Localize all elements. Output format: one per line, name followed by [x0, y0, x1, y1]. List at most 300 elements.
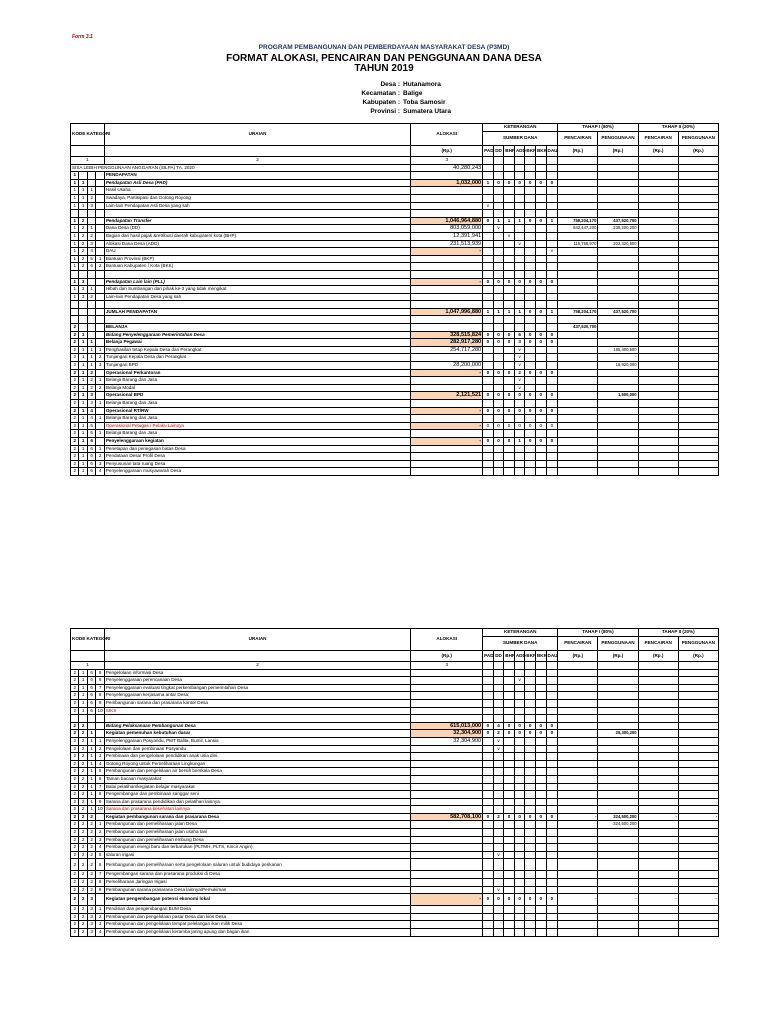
keterangan-header: KETERANGAN	[483, 124, 558, 132]
tahap-cell	[638, 821, 678, 829]
source-cell: 0	[546, 813, 558, 821]
source-cell	[493, 684, 504, 692]
kode-cell: 2	[79, 248, 87, 256]
kode-cell: 2	[79, 851, 87, 859]
pencairan-header: PENCAIRAN	[558, 636, 598, 650]
source-cell	[493, 460, 504, 468]
source-cell: 0	[535, 217, 546, 225]
tahap-cell	[598, 286, 638, 294]
source-cell	[504, 879, 515, 887]
kode-cell: 3	[87, 392, 95, 400]
column-number-1: 1	[71, 662, 105, 670]
source-cell	[514, 286, 525, 294]
source-cell	[525, 225, 536, 233]
source-cell: 0	[535, 339, 546, 347]
tahap-cell	[678, 346, 718, 354]
penggunaan-header: PENGGUNAAN	[678, 636, 718, 650]
source-cell	[514, 821, 525, 829]
penggunaan-header: PENGGUNAAN	[598, 131, 638, 145]
kode-cell: 2	[96, 745, 104, 753]
alokasi-cell	[411, 836, 483, 844]
source-cell: 0	[535, 722, 546, 730]
source-cell: 0	[535, 308, 546, 316]
source-cell	[483, 301, 494, 309]
kode-cell	[96, 407, 104, 415]
source-cell: 0	[546, 722, 558, 730]
table-cell	[638, 157, 678, 165]
alokasi-cell	[411, 210, 483, 218]
uraian-cell	[104, 316, 410, 324]
tahap-cell	[638, 745, 678, 753]
source-cell	[525, 760, 536, 768]
tahap-cell	[558, 929, 598, 937]
kode-cell: 2	[79, 894, 87, 906]
kode-cell: 1	[79, 445, 87, 453]
source-cell	[546, 753, 558, 761]
kode-cell: 6	[87, 437, 95, 445]
column-number-3: 3	[411, 157, 483, 165]
source-cell	[514, 225, 525, 233]
tahap-cell	[638, 179, 678, 187]
kode-cell: 6	[96, 859, 104, 871]
source-cell	[483, 886, 494, 894]
kode-cell: 1	[71, 286, 79, 294]
table-row	[71, 859, 719, 871]
source-cell	[483, 913, 494, 921]
tahap-cell: 25,300,200	[598, 730, 638, 738]
tahap-cell	[638, 844, 678, 852]
kode-cell: 2	[71, 921, 79, 929]
tahap1-header: TAHAP I (80%)	[558, 629, 638, 637]
source-cell	[514, 293, 525, 301]
kode-cell: 2	[71, 677, 79, 685]
kode-cell	[87, 210, 95, 218]
uraian-blank	[104, 146, 410, 157]
source-cell	[535, 400, 546, 408]
tahap-cell	[678, 400, 718, 408]
tahap-cell	[598, 871, 638, 879]
source-cell	[483, 669, 494, 677]
source-cell	[493, 400, 504, 408]
source-cell: 0	[504, 179, 515, 187]
tahap-cell	[558, 707, 598, 715]
source-cell	[483, 844, 494, 852]
tahap-cell	[678, 430, 718, 438]
source-cell	[535, 859, 546, 871]
source-cell	[483, 324, 494, 332]
source-cell	[493, 806, 504, 814]
pencairan-header: PENCAIRAN	[558, 131, 598, 145]
penggunaan-header: PENGGUNAAN	[598, 636, 638, 650]
allocation-table-1	[70, 123, 719, 476]
source-cell	[493, 346, 504, 354]
kode-cell: 1	[71, 293, 79, 301]
alokasi-cell	[411, 301, 483, 309]
source-cell	[546, 859, 558, 871]
alokasi-cell	[411, 255, 483, 263]
table-cell	[638, 662, 678, 670]
kode-cell: 2	[71, 437, 79, 445]
kode-cell: 2	[71, 760, 79, 768]
kode-cell: 6	[87, 692, 95, 700]
table-row	[71, 225, 719, 233]
source-cell: v	[493, 886, 504, 894]
tahap-cell	[598, 669, 638, 677]
source-cell	[493, 836, 504, 844]
source-cell: 0	[514, 422, 525, 430]
source-cell	[514, 836, 525, 844]
source-cell	[546, 906, 558, 914]
source-cell	[535, 316, 546, 324]
kode-cell: 2	[79, 929, 87, 937]
uraian-cell: Pembangunan dan pengelolaan air bersih berskala Desa	[104, 768, 410, 776]
source-cell	[504, 783, 515, 791]
source-cell	[525, 415, 536, 423]
alokasi-cell: -	[411, 437, 483, 445]
source-cell	[483, 187, 494, 195]
source-cell	[514, 270, 525, 278]
source-cell	[535, 798, 546, 806]
source-cell	[504, 692, 515, 700]
kode-cell	[71, 316, 79, 324]
table-row	[71, 791, 719, 799]
tahap-cell: -	[598, 894, 638, 906]
source-cell: v	[493, 851, 504, 859]
table-cell	[525, 157, 536, 165]
source-cell	[483, 400, 494, 408]
source-cell	[546, 871, 558, 879]
kode-cell: 3	[96, 921, 104, 929]
source-cell	[514, 906, 525, 914]
tahap-cell	[678, 753, 718, 761]
tahap-cell: -	[678, 813, 718, 821]
tahap-cell	[558, 172, 598, 180]
kode-cell: 6	[87, 445, 95, 453]
tahap-cell	[598, 293, 638, 301]
source-cell: 0	[546, 331, 558, 339]
table-row	[71, 730, 719, 738]
uraian-cell: Pembangunan energi baru dan terbarukan (PLTMH, PLTS, Kincir Angin)	[104, 844, 410, 852]
kode-cell: 2	[71, 753, 79, 761]
tahap-cell	[678, 768, 718, 776]
source-cell: 1	[493, 217, 504, 225]
tahap-cell	[638, 362, 678, 370]
tahap-cell	[638, 929, 678, 937]
uraian-cell: Pemeliharaan Jaringan Irigasi	[104, 879, 410, 887]
tahap-unit: (Rp.)	[638, 651, 678, 662]
kode-cell	[71, 308, 79, 316]
source-cell	[525, 384, 536, 392]
table-row	[71, 362, 719, 370]
source-cell	[525, 445, 536, 453]
alokasi-header: ALOKASI	[411, 629, 483, 651]
tahap-cell	[598, 248, 638, 256]
source-cell	[483, 775, 494, 783]
source-cell	[493, 316, 504, 324]
source-cell	[525, 270, 536, 278]
source-cell	[535, 187, 546, 195]
alokasi-cell	[411, 187, 483, 195]
kode-cell	[96, 331, 104, 339]
source-cell	[483, 783, 494, 791]
kode-cell: 1	[79, 362, 87, 370]
tahap-cell	[558, 699, 598, 707]
tahap-cell	[678, 278, 718, 286]
location-desa-value: Hutanamora	[403, 81, 441, 88]
kode-cell: 3	[87, 400, 95, 408]
uraian-cell: Pembangunan dan pemeliharaan jalan Desa	[104, 821, 410, 829]
kode-cell	[96, 293, 104, 301]
source-cell: 0	[535, 278, 546, 286]
table-row	[71, 929, 719, 937]
alokasi-cell	[411, 715, 483, 723]
kode-cell: 1	[87, 730, 95, 738]
source-cell: 0	[493, 278, 504, 286]
source-cell	[504, 240, 515, 248]
source-cell	[525, 430, 536, 438]
kode-cell: 1	[96, 737, 104, 745]
source-cell	[493, 384, 504, 392]
kode-cell: 1	[96, 445, 104, 453]
source-cell	[493, 829, 504, 837]
kode-cell	[87, 278, 95, 286]
source-cell	[535, 270, 546, 278]
uraian-cell: Sarana dan prasarana kesehatan lainnya	[104, 806, 410, 814]
alokasi-cell: 254,717,280	[411, 346, 483, 354]
tahap-cell	[678, 460, 718, 468]
source-cell	[504, 836, 515, 844]
kode-cell: 1	[96, 906, 104, 914]
tahap-cell	[558, 377, 598, 385]
table-cell	[535, 157, 546, 165]
header-row	[71, 651, 719, 662]
table-row	[71, 460, 719, 468]
source-cell	[504, 737, 515, 745]
table-cell	[558, 662, 598, 670]
source-cell	[483, 286, 494, 294]
source-cell: 0	[493, 422, 504, 430]
kode-cell: 2	[71, 783, 79, 791]
source-cell: 0	[525, 369, 536, 377]
kode-cell: 1	[96, 255, 104, 263]
alokasi-cell	[411, 871, 483, 879]
source-cell	[546, 806, 558, 814]
source-cell	[493, 699, 504, 707]
kode-cell: 2	[79, 783, 87, 791]
alokasi-cell	[411, 354, 483, 362]
kode-cell: 1	[87, 775, 95, 783]
tahap-cell	[598, 324, 638, 332]
tahap-cell	[558, 775, 598, 783]
kode-cell: 2	[71, 324, 79, 332]
kode-cell	[96, 437, 104, 445]
tahap-cell	[598, 851, 638, 859]
kode-cell	[87, 301, 95, 309]
source-cell	[493, 232, 504, 240]
source-cell	[525, 301, 536, 309]
tahap-cell	[638, 354, 678, 362]
kode-cell: 3	[87, 921, 95, 929]
source-cell	[504, 806, 515, 814]
source-cell	[514, 760, 525, 768]
table-cell	[525, 164, 536, 172]
tahap-cell	[638, 301, 678, 309]
kode-cell: 6	[96, 677, 104, 685]
kode-cell	[87, 217, 95, 225]
tahap-cell	[638, 730, 678, 738]
tahap-cell	[598, 829, 638, 837]
allocation-table-2	[70, 628, 719, 937]
table-row	[71, 194, 719, 202]
tahap-cell	[558, 453, 598, 461]
source-cell	[525, 906, 536, 914]
source-cell	[483, 453, 494, 461]
table-cell	[598, 662, 638, 670]
kode-cell: 2	[71, 684, 79, 692]
source-cell	[525, 684, 536, 692]
table-row	[71, 217, 719, 225]
table-cell	[535, 164, 546, 172]
source-cell	[493, 240, 504, 248]
kode-blank	[71, 146, 105, 157]
table-cell	[483, 164, 494, 172]
kode-cell: 3	[87, 913, 95, 921]
pencairan-header: PENCAIRAN	[638, 131, 678, 145]
kode-cell: 6	[87, 460, 95, 468]
source-cell	[504, 346, 515, 354]
program-title: PROGRAM PEMBANGUNAN DAN PEMBERDAYAAN MASYARAKAT DESA (P3MD)	[258, 44, 510, 51]
tahap-cell	[678, 179, 718, 187]
source-cell	[504, 301, 515, 309]
uraian-cell: Pembangunan dan pemeliharaan jalan usaha tani	[104, 829, 410, 837]
source-cell	[535, 921, 546, 929]
uraian-cell: DAU	[104, 248, 410, 256]
alokasi-cell	[411, 806, 483, 814]
tahap-cell	[598, 384, 638, 392]
source-cell	[504, 362, 515, 370]
alokasi-cell	[411, 460, 483, 468]
source-cell: 0	[546, 437, 558, 445]
table-row	[71, 768, 719, 776]
tahap-cell	[638, 775, 678, 783]
source-cell: 0	[483, 407, 494, 415]
source-cell: 1	[483, 308, 494, 316]
kode-cell: 3	[96, 460, 104, 468]
source-pad-header: PAD	[483, 651, 494, 662]
kode-cell: 1	[79, 339, 87, 347]
tahap-cell: 758,204,170	[558, 217, 598, 225]
source-cell	[546, 172, 558, 180]
kode-cell: 2	[71, 745, 79, 753]
source-cell	[525, 821, 536, 829]
location-kabupaten: Kabupaten :	[362, 99, 400, 106]
kode-cell: 2	[71, 339, 79, 347]
table-row	[71, 437, 719, 445]
source-cell	[483, 753, 494, 761]
source-cell	[525, 913, 536, 921]
source-cell: 0	[483, 894, 494, 906]
source-cell: 0	[535, 407, 546, 415]
uraian-cell: Pembangunan dan pengelolaan keramba jaring apung dan bagan ikan	[104, 929, 410, 937]
source-cell	[514, 187, 525, 195]
source-cell: 0	[546, 392, 558, 400]
source-cell	[535, 886, 546, 894]
alokasi-cell	[411, 293, 483, 301]
tahap-cell	[558, 422, 598, 430]
tahap-cell	[638, 798, 678, 806]
source-cell	[483, 677, 494, 685]
kode-cell	[96, 248, 104, 256]
source-cell	[546, 669, 558, 677]
source-cell	[514, 929, 525, 937]
tahap-unit: (Rp.)	[558, 651, 598, 662]
uraian-cell: SIKS	[104, 707, 410, 715]
kode-cell: 1	[79, 453, 87, 461]
tahap-cell	[558, 286, 598, 294]
alokasi-cell	[411, 783, 483, 791]
uraian-cell: Lain-lain Pendapatan Asli Desa yang sah	[104, 202, 410, 210]
source-cell	[546, 798, 558, 806]
tahap-cell	[638, 194, 678, 202]
source-cell	[483, 798, 494, 806]
tahap-cell	[678, 859, 718, 871]
kode-cell: 3	[96, 753, 104, 761]
source-cell	[483, 248, 494, 256]
table-row	[71, 248, 719, 256]
table-row	[71, 392, 719, 400]
alokasi-cell: -	[411, 407, 483, 415]
kode-cell	[79, 324, 87, 332]
kode-cell	[96, 217, 104, 225]
tahap-cell	[678, 194, 718, 202]
kode-cell: 1	[79, 692, 87, 700]
kode-cell: 2	[71, 871, 79, 879]
source-cell	[535, 699, 546, 707]
source-cell	[514, 783, 525, 791]
uraian-cell: Hasil Usaha	[104, 187, 410, 195]
table-cell	[638, 164, 678, 172]
tahap-cell	[638, 400, 678, 408]
source-cell	[504, 316, 515, 324]
tahap-cell	[558, 392, 598, 400]
tahap-cell	[558, 760, 598, 768]
source-cell	[525, 354, 536, 362]
source-cell	[483, 929, 494, 937]
kode-cell	[71, 301, 79, 309]
kode-cell: 2	[87, 293, 95, 301]
tahap-cell	[598, 760, 638, 768]
table-row	[71, 202, 719, 210]
kode-cell: 5	[87, 430, 95, 438]
tahap-cell	[678, 699, 718, 707]
tahap-cell: 324,500,200	[598, 821, 638, 829]
source-cell: 0	[535, 179, 546, 187]
tahap-cell	[558, 407, 598, 415]
table-row	[71, 906, 719, 914]
alokasi-cell	[411, 906, 483, 914]
tahap-cell	[558, 400, 598, 408]
uraian-cell: Pengembangan dan pembinaan sanggar seni	[104, 791, 410, 799]
source-cell: 0	[525, 179, 536, 187]
source-cell	[493, 783, 504, 791]
source-cell	[483, 829, 494, 837]
source-cell: 0	[493, 894, 504, 906]
alokasi-cell	[411, 775, 483, 783]
table-row	[71, 692, 719, 700]
source-cell	[546, 225, 558, 233]
source-cell	[514, 859, 525, 871]
tahap-cell	[558, 263, 598, 271]
